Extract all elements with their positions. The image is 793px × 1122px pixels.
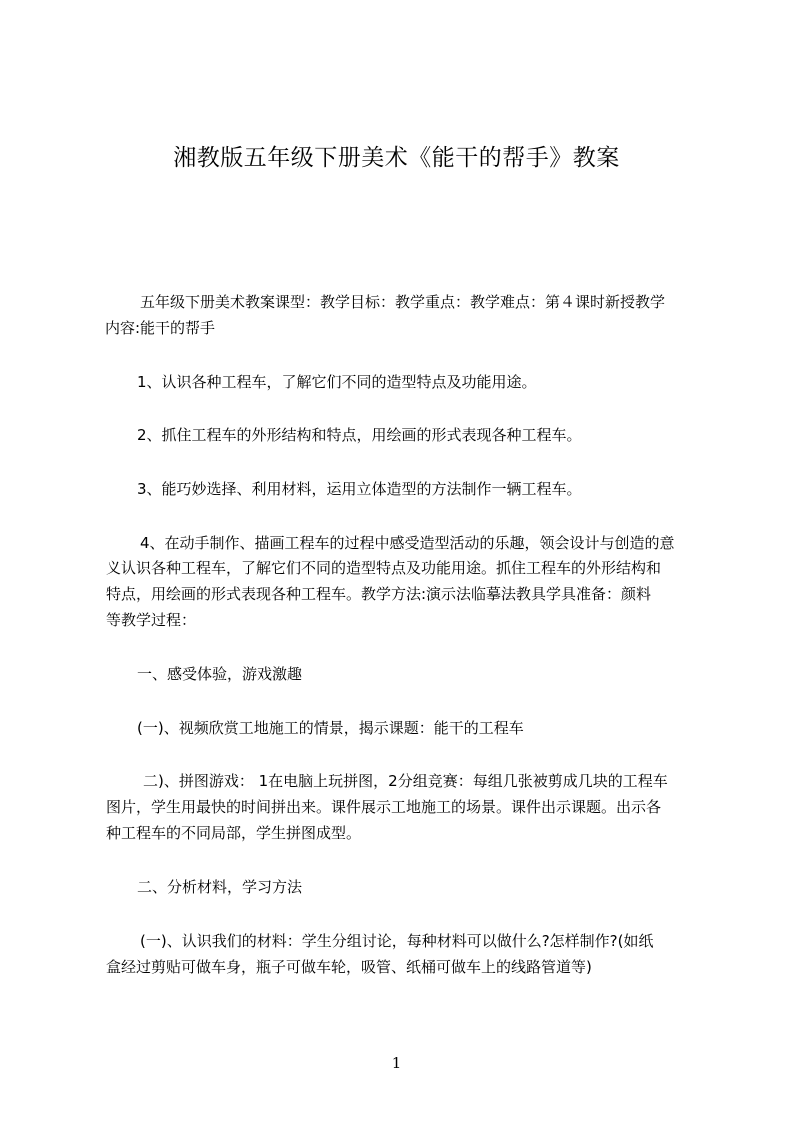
paragraph-line: (一)、认识我们的材料：学生分组讨论，每种材料可以做什么?怎样制作?(如纸 — [140, 932, 654, 950]
paragraph-line: 二)、拼图游戏： 1在电脑上玩拼图，2分组竞赛：每组几张被剪成几块的工程车 — [143, 772, 668, 790]
paragraph-line: 内容:能干的帮手 — [105, 319, 216, 337]
paragraph-line: 特点，用绘画的形式表现各种工程车。教学方法:演示法临摹法教具学具准备：颜料 — [106, 585, 652, 603]
paragraph-line: 图片，学生用最快的时间拼出来。课件展示工地施工的场景。课件出示课题。出示各 — [106, 798, 662, 816]
paragraph-line: 等教学过程： — [106, 611, 197, 629]
paragraph-line: (一)、视频欣赏工地施工的情景，揭示课题：能干的工程车 — [137, 719, 524, 737]
page-number: 1 — [391, 1054, 402, 1072]
paragraph-line: 五年级下册美术教案课型：教学目标：教学重点：教学难点：第４课时新授教学 — [140, 293, 666, 311]
paragraph-line: 义认识各种工程车，了解它们不同的造型特点及功能用途。抓住工程车的外形结构和 — [106, 559, 662, 577]
objective-2: 2、抓住工程车的外形结构和特点，用绘画的形式表现各种工程车。 — [137, 426, 582, 444]
section-heading-2: 二、分析材料，学习方法 — [137, 878, 303, 896]
paragraph-line: 种工程车的不同局部，学生拼图成型。 — [106, 824, 362, 842]
document-title: 湘教版五年级下册美术《能干的帮手》教案 — [173, 145, 620, 171]
paragraph-line: 4、在动手制作、描画工程车的过程中感受造型活动的乐趣，领会设计与创造的意 — [140, 534, 675, 552]
paragraph-line: 盒经过剪贴可做车身，瓶子可做车轮，吸管、纸桶可做车上的线路管道等) — [106, 958, 592, 976]
objective-3: 3、能巧妙选择、利用材料，运用立体造型的方法制作一辆工程车。 — [137, 480, 582, 498]
objective-1: 1、认识各种工程车，了解它们不同的造型特点及功能用途。 — [137, 373, 537, 391]
section-heading-1: 一、感受体验，游戏激趣 — [137, 665, 303, 683]
